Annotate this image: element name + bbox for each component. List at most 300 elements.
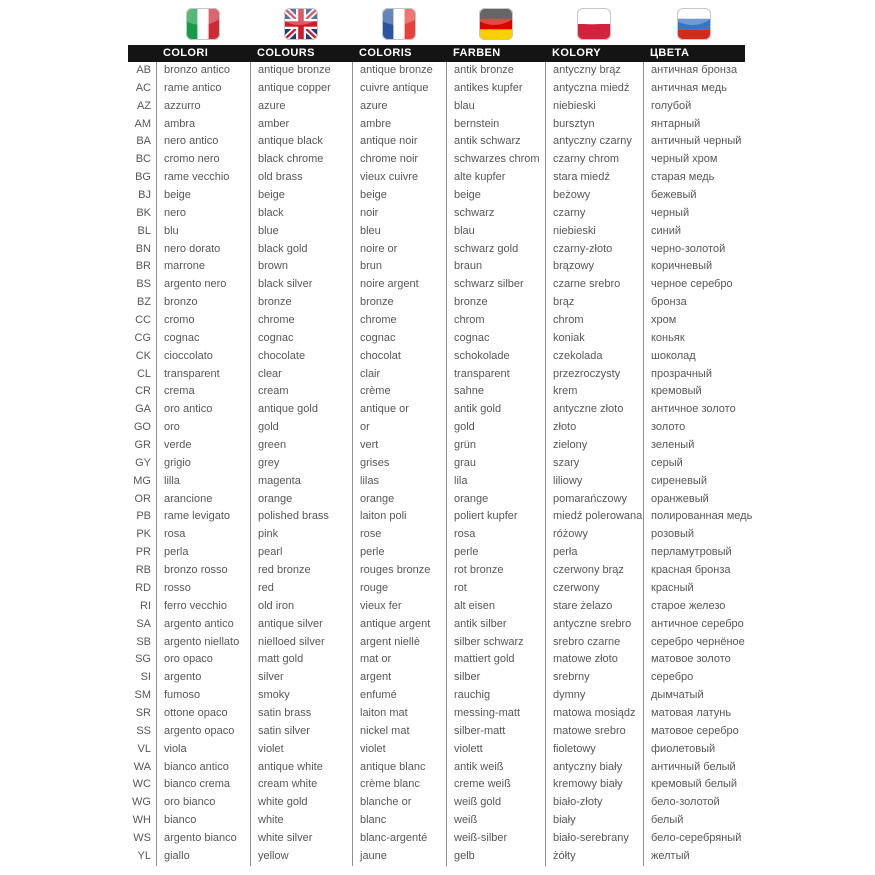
color-name-en: black: [250, 205, 352, 223]
color-name-fr: rouges bronze: [352, 562, 446, 580]
color-code: PB: [136, 510, 151, 523]
color-name-it: argento nero: [156, 276, 250, 294]
table-row: [128, 848, 745, 866]
color-name-pl: brązowy: [545, 258, 643, 276]
color-name-de: weiß: [446, 812, 545, 830]
table-row: [128, 276, 745, 294]
color-name-pl: biało-serebrany: [545, 830, 643, 848]
color-code: WS: [133, 831, 151, 844]
color-name-en: old iron: [250, 598, 352, 616]
color-code: CK: [135, 349, 151, 362]
color-name-it: argento: [156, 669, 250, 687]
color-name-ru: старая медь: [643, 169, 745, 187]
color-name-pl: matowe srebro: [545, 723, 643, 741]
color-name-fr: antique bronze: [352, 62, 446, 80]
table-row: [128, 62, 745, 80]
color-code: BR: [135, 260, 151, 273]
column-header-spacer: [128, 45, 156, 62]
color-code: BJ: [138, 189, 151, 202]
table-header-bar: [128, 45, 745, 62]
table-row: [128, 348, 745, 366]
color-code: RB: [135, 564, 151, 577]
color-name-de: silber: [446, 669, 545, 687]
color-name-ru: черный: [643, 205, 745, 223]
color-name-it: beige: [156, 187, 250, 205]
color-name-de: silber schwarz: [446, 634, 545, 652]
color-name-pl: antyczna miedź: [545, 80, 643, 98]
color-name-pl: przezroczysty: [545, 366, 643, 384]
color-name-ru: бело-серебряный: [643, 830, 745, 848]
color-name-de: weiß-silber: [446, 830, 545, 848]
color-name-ru: синий: [643, 223, 745, 241]
color-name-pl: biały: [545, 812, 643, 830]
russia-flag-icon: [643, 8, 745, 40]
france-flag-icon: [352, 8, 446, 40]
color-code: GA: [135, 403, 151, 416]
color-name-de: sahne: [446, 383, 545, 401]
table-row: [128, 419, 745, 437]
color-name-pl: różowy: [545, 526, 643, 544]
color-name-it: fumoso: [156, 687, 250, 705]
color-name-it: nero dorato: [156, 241, 250, 259]
color-name-en: cream: [250, 383, 352, 401]
color-name-en: antique black: [250, 133, 352, 151]
color-code: AB: [136, 64, 151, 76]
color-code: AZ: [136, 99, 151, 112]
color-name-en: orange: [250, 491, 352, 509]
color-name-fr: grises: [352, 455, 446, 473]
color-name-de: poliert kupfer: [446, 508, 545, 526]
color-name-it: transparent: [156, 366, 250, 384]
color-name-fr: perle: [352, 544, 446, 562]
italy-flag-icon: [156, 8, 250, 40]
color-name-de: creme weiß: [446, 776, 545, 794]
color-name-de: rot bronze: [446, 562, 545, 580]
color-name-en: gold: [250, 419, 352, 437]
color-name-de: antikes kupfer: [446, 80, 545, 98]
table-row: [128, 294, 745, 312]
table-row: [128, 759, 745, 777]
table-row: [128, 187, 745, 205]
table-row: [128, 562, 745, 580]
color-name-ru: античная бронза: [643, 62, 745, 80]
color-name-pl: matowe złoto: [545, 651, 643, 669]
color-code: PK: [136, 528, 151, 541]
color-name-en: antique silver: [250, 616, 352, 634]
color-name-de: alte kupfer: [446, 169, 545, 187]
color-name-en: azure: [250, 98, 352, 116]
column-header-polish: KOLORY: [552, 47, 602, 59]
color-name-en: clear: [250, 366, 352, 384]
color-name-ru: голубой: [643, 98, 745, 116]
table-row: [128, 223, 745, 241]
color-name-fr: noire or: [352, 241, 446, 259]
color-name-pl: szary: [545, 455, 643, 473]
color-name-de: rosa: [446, 526, 545, 544]
color-name-it: arancione: [156, 491, 250, 509]
color-name-pl: koniak: [545, 330, 643, 348]
color-code: WA: [133, 760, 151, 773]
table-row: [128, 437, 745, 455]
color-name-it: rame antico: [156, 80, 250, 98]
color-name-pl: czarny chrom: [545, 151, 643, 169]
color-name-en: cognac: [250, 330, 352, 348]
color-name-fr: nickel mat: [352, 723, 446, 741]
color-name-it: grigio: [156, 455, 250, 473]
color-name-en: violet: [250, 741, 352, 759]
table-row: [128, 312, 745, 330]
color-name-ru: сиреневый: [643, 473, 745, 491]
color-code: GY: [135, 456, 151, 469]
color-name-it: argento antico: [156, 616, 250, 634]
color-code: WH: [132, 814, 151, 827]
color-name-fr: antique or: [352, 401, 446, 419]
color-name-fr: noire argent: [352, 276, 446, 294]
color-name-de: schwarzes chrom: [446, 151, 545, 169]
color-code: SR: [135, 706, 151, 719]
color-code: YL: [137, 849, 151, 862]
color-name-fr: mat or: [352, 651, 446, 669]
color-name-it: nero antico: [156, 133, 250, 151]
color-name-ru: розовый: [643, 526, 745, 544]
table-row: [128, 616, 745, 634]
color-code: SM: [134, 689, 151, 702]
color-name-ru: бронза: [643, 294, 745, 312]
table-row: [128, 258, 745, 276]
color-name-ru: античный белый: [643, 759, 745, 777]
color-name-fr: beige: [352, 187, 446, 205]
color-name-pl: czarny-złoto: [545, 241, 643, 259]
color-name-fr: chrome noir: [352, 151, 446, 169]
color-name-pl: stare żelazo: [545, 598, 643, 616]
color-code: AM: [134, 117, 151, 130]
color-table-body: [128, 62, 753, 866]
color-name-pl: fioletowy: [545, 741, 643, 759]
color-name-en: red: [250, 580, 352, 598]
color-name-ru: серебро: [643, 669, 745, 687]
table-row: [128, 366, 745, 384]
color-name-de: schokolade: [446, 348, 545, 366]
color-name-pl: antyczny brąz: [545, 62, 643, 80]
color-name-de: grau: [446, 455, 545, 473]
color-name-de: grün: [446, 437, 545, 455]
color-name-ru: черное серебро: [643, 276, 745, 294]
color-name-en: old brass: [250, 169, 352, 187]
color-name-fr: crème: [352, 383, 446, 401]
table-row: [128, 634, 745, 652]
color-name-en: silver: [250, 669, 352, 687]
color-name-ru: янтарный: [643, 116, 745, 134]
color-name-ru: бело-золотой: [643, 794, 745, 812]
color-name-pl: krem: [545, 383, 643, 401]
color-code: GO: [133, 421, 151, 434]
color-name-fr: or: [352, 419, 446, 437]
color-name-fr: argent niellè: [352, 634, 446, 652]
color-name-fr: ambre: [352, 116, 446, 134]
table-row: [128, 169, 745, 187]
color-name-de: gelb: [446, 848, 545, 866]
color-name-de: rauchig: [446, 687, 545, 705]
color-name-fr: blanc: [352, 812, 446, 830]
table-row: [128, 151, 745, 169]
color-name-pl: czarne srebro: [545, 276, 643, 294]
color-name-de: messing-matt: [446, 705, 545, 723]
table-row: [128, 116, 745, 134]
color-name-en: satin brass: [250, 705, 352, 723]
color-name-it: argento opaco: [156, 723, 250, 741]
column-header-german: FARBEN: [453, 47, 501, 59]
color-name-de: weiß gold: [446, 794, 545, 812]
table-row: [128, 241, 745, 259]
uk-flag-icon: [250, 8, 352, 40]
color-name-de: antik silber: [446, 616, 545, 634]
color-name-it: argento bianco: [156, 830, 250, 848]
color-name-de: bronze: [446, 294, 545, 312]
color-name-fr: rose: [352, 526, 446, 544]
color-code: WC: [132, 778, 151, 791]
color-name-en: beige: [250, 187, 352, 205]
color-name-ru: красная бронза: [643, 562, 745, 580]
color-name-pl: kremowy biały: [545, 776, 643, 794]
table-row: [128, 98, 745, 116]
table-row: [128, 830, 745, 848]
color-name-it: ambra: [156, 116, 250, 134]
color-name-ru: черно-золотой: [643, 241, 745, 259]
color-name-it: bronzo: [156, 294, 250, 312]
color-name-en: black silver: [250, 276, 352, 294]
color-name-it: rame levigato: [156, 508, 250, 526]
color-name-fr: vieux cuivre: [352, 169, 446, 187]
table-row: [128, 80, 745, 98]
color-name-it: cognac: [156, 330, 250, 348]
color-name-pl: zielony: [545, 437, 643, 455]
color-name-it: crema: [156, 383, 250, 401]
color-name-pl: antyczne srebro: [545, 616, 643, 634]
color-name-fr: argent: [352, 669, 446, 687]
color-name-de: antik schwarz: [446, 133, 545, 151]
color-name-fr: chrome: [352, 312, 446, 330]
color-name-it: rosa: [156, 526, 250, 544]
color-name-ru: античная медь: [643, 80, 745, 98]
color-name-pl: biało-złoty: [545, 794, 643, 812]
color-name-ru: золото: [643, 419, 745, 437]
color-name-de: chrom: [446, 312, 545, 330]
color-name-ru: оранжевый: [643, 491, 745, 509]
color-name-it: oro bianco: [156, 794, 250, 812]
table-row: [128, 741, 745, 759]
color-name-pl: czekolada: [545, 348, 643, 366]
color-code: AC: [135, 81, 151, 94]
flag-spacer: [128, 8, 156, 40]
color-code: RD: [135, 581, 151, 594]
color-name-ru: матовое серебро: [643, 723, 745, 741]
color-name-en: antique white: [250, 759, 352, 777]
color-code: SI: [140, 671, 151, 684]
color-name-fr: laiton poli: [352, 508, 446, 526]
color-name-it: rame vecchio: [156, 169, 250, 187]
table-row: [128, 383, 745, 401]
color-name-en: chocolate: [250, 348, 352, 366]
color-name-pl: beżowy: [545, 187, 643, 205]
color-name-ru: красный: [643, 580, 745, 598]
color-code: SG: [135, 653, 151, 666]
color-name-pl: czerwony brąz: [545, 562, 643, 580]
color-name-ru: хром: [643, 312, 745, 330]
color-name-pl: bursztyn: [545, 116, 643, 134]
color-name-ru: шоколад: [643, 348, 745, 366]
color-name-fr: cuivre antique: [352, 80, 446, 98]
color-name-de: rot: [446, 580, 545, 598]
color-name-de: perle: [446, 544, 545, 562]
color-code: BC: [135, 153, 151, 166]
color-name-en: nielloed silver: [250, 634, 352, 652]
color-name-en: yellow: [250, 848, 352, 866]
color-name-ru: серый: [643, 455, 745, 473]
color-name-en: white gold: [250, 794, 352, 812]
color-name-ru: кремовый: [643, 383, 745, 401]
color-code: SS: [136, 724, 151, 737]
color-name-ru: кремовый белый: [643, 776, 745, 794]
color-name-fr: chocolat: [352, 348, 446, 366]
table-row: [128, 776, 745, 794]
color-name-pl: żółty: [545, 848, 643, 866]
color-name-pl: czarny: [545, 205, 643, 223]
color-code: BS: [136, 278, 151, 291]
color-name-it: oro opaco: [156, 651, 250, 669]
color-name-pl: antyczny biały: [545, 759, 643, 777]
color-name-fr: lilas: [352, 473, 446, 491]
color-name-fr: brun: [352, 258, 446, 276]
color-code: BG: [135, 171, 151, 184]
color-name-de: schwarz silber: [446, 276, 545, 294]
color-translation-sheet: [128, 8, 753, 866]
color-name-fr: violet: [352, 741, 446, 759]
color-name-fr: bronze: [352, 294, 446, 312]
table-row: [128, 526, 745, 544]
color-name-fr: crème blanc: [352, 776, 446, 794]
column-header-italian: COLORI: [163, 47, 209, 59]
color-name-it: bianco crema: [156, 776, 250, 794]
color-name-de: gold: [446, 419, 545, 437]
color-code: VL: [137, 742, 151, 755]
color-name-ru: зеленый: [643, 437, 745, 455]
table-row: [128, 669, 745, 687]
color-name-en: white silver: [250, 830, 352, 848]
color-name-de: lila: [446, 473, 545, 491]
column-header-french: COLORIS: [359, 47, 412, 59]
color-name-ru: полированная медь: [643, 508, 745, 526]
color-name-it: blu: [156, 223, 250, 241]
color-name-en: bronze: [250, 294, 352, 312]
color-name-fr: rouge: [352, 580, 446, 598]
color-code: SB: [136, 635, 151, 648]
color-name-en: amber: [250, 116, 352, 134]
color-code: MG: [133, 474, 151, 487]
table-row: [128, 723, 745, 741]
color-name-en: matt gold: [250, 651, 352, 669]
color-name-fr: noir: [352, 205, 446, 223]
color-name-it: verde: [156, 437, 250, 455]
color-name-ru: белый: [643, 812, 745, 830]
color-name-fr: antique blanc: [352, 759, 446, 777]
color-name-pl: niebieski: [545, 98, 643, 116]
color-name-ru: античный черный: [643, 133, 745, 151]
color-name-ru: перламутровый: [643, 544, 745, 562]
color-name-de: cognac: [446, 330, 545, 348]
table-row: [128, 651, 745, 669]
color-name-de: blau: [446, 98, 545, 116]
color-name-it: oro: [156, 419, 250, 437]
color-name-de: alt eisen: [446, 598, 545, 616]
color-name-en: satin silver: [250, 723, 352, 741]
color-name-ru: античное золото: [643, 401, 745, 419]
color-name-pl: miedź polerowana: [545, 508, 643, 526]
color-name-it: giallo: [156, 848, 250, 866]
color-name-pl: srebrny: [545, 669, 643, 687]
color-name-ru: прозрачный: [643, 366, 745, 384]
color-name-ru: бежевый: [643, 187, 745, 205]
table-row: [128, 401, 745, 419]
color-name-it: nero: [156, 205, 250, 223]
color-code: SA: [136, 617, 151, 630]
color-code: RI: [140, 599, 151, 612]
color-name-pl: dymny: [545, 687, 643, 705]
color-name-en: pearl: [250, 544, 352, 562]
color-name-en: chrome: [250, 312, 352, 330]
color-name-pl: srebro czarne: [545, 634, 643, 652]
color-name-pl: matowa mosiądz: [545, 705, 643, 723]
color-name-de: transparent: [446, 366, 545, 384]
color-name-it: argento niellato: [156, 634, 250, 652]
color-name-de: schwarz gold: [446, 241, 545, 259]
color-name-it: bianco: [156, 812, 250, 830]
color-name-ru: черный хром: [643, 151, 745, 169]
color-code: CL: [136, 367, 151, 380]
color-name-it: oro antico: [156, 401, 250, 419]
color-name-fr: antique noir: [352, 133, 446, 151]
color-code: BN: [135, 242, 151, 255]
color-name-de: blau: [446, 223, 545, 241]
color-name-pl: antyczny czarny: [545, 133, 643, 151]
color-name-de: antik weiß: [446, 759, 545, 777]
color-name-ru: серебро чернёное: [643, 634, 745, 652]
color-name-pl: czerwony: [545, 580, 643, 598]
color-name-fr: clair: [352, 366, 446, 384]
color-name-de: braun: [446, 258, 545, 276]
color-name-en: blue: [250, 223, 352, 241]
color-code: BA: [136, 135, 151, 148]
color-name-en: green: [250, 437, 352, 455]
color-name-pl: antyczne złoto: [545, 401, 643, 419]
color-name-pl: brąz: [545, 294, 643, 312]
color-name-ru: матовая латунь: [643, 705, 745, 723]
color-name-it: cromo nero: [156, 151, 250, 169]
color-name-en: black gold: [250, 241, 352, 259]
color-name-it: rosso: [156, 580, 250, 598]
color-name-it: marrone: [156, 258, 250, 276]
table-row: [128, 705, 745, 723]
table-row: [128, 473, 745, 491]
color-name-fr: azure: [352, 98, 446, 116]
color-name-de: antik bronze: [446, 62, 545, 80]
table-row: [128, 508, 753, 526]
color-name-ru: старое железо: [643, 598, 745, 616]
color-code: BL: [137, 224, 151, 237]
color-name-it: ferro vecchio: [156, 598, 250, 616]
color-name-en: white: [250, 812, 352, 830]
table-row: [128, 205, 745, 223]
color-name-ru: фиолетовый: [643, 741, 745, 759]
